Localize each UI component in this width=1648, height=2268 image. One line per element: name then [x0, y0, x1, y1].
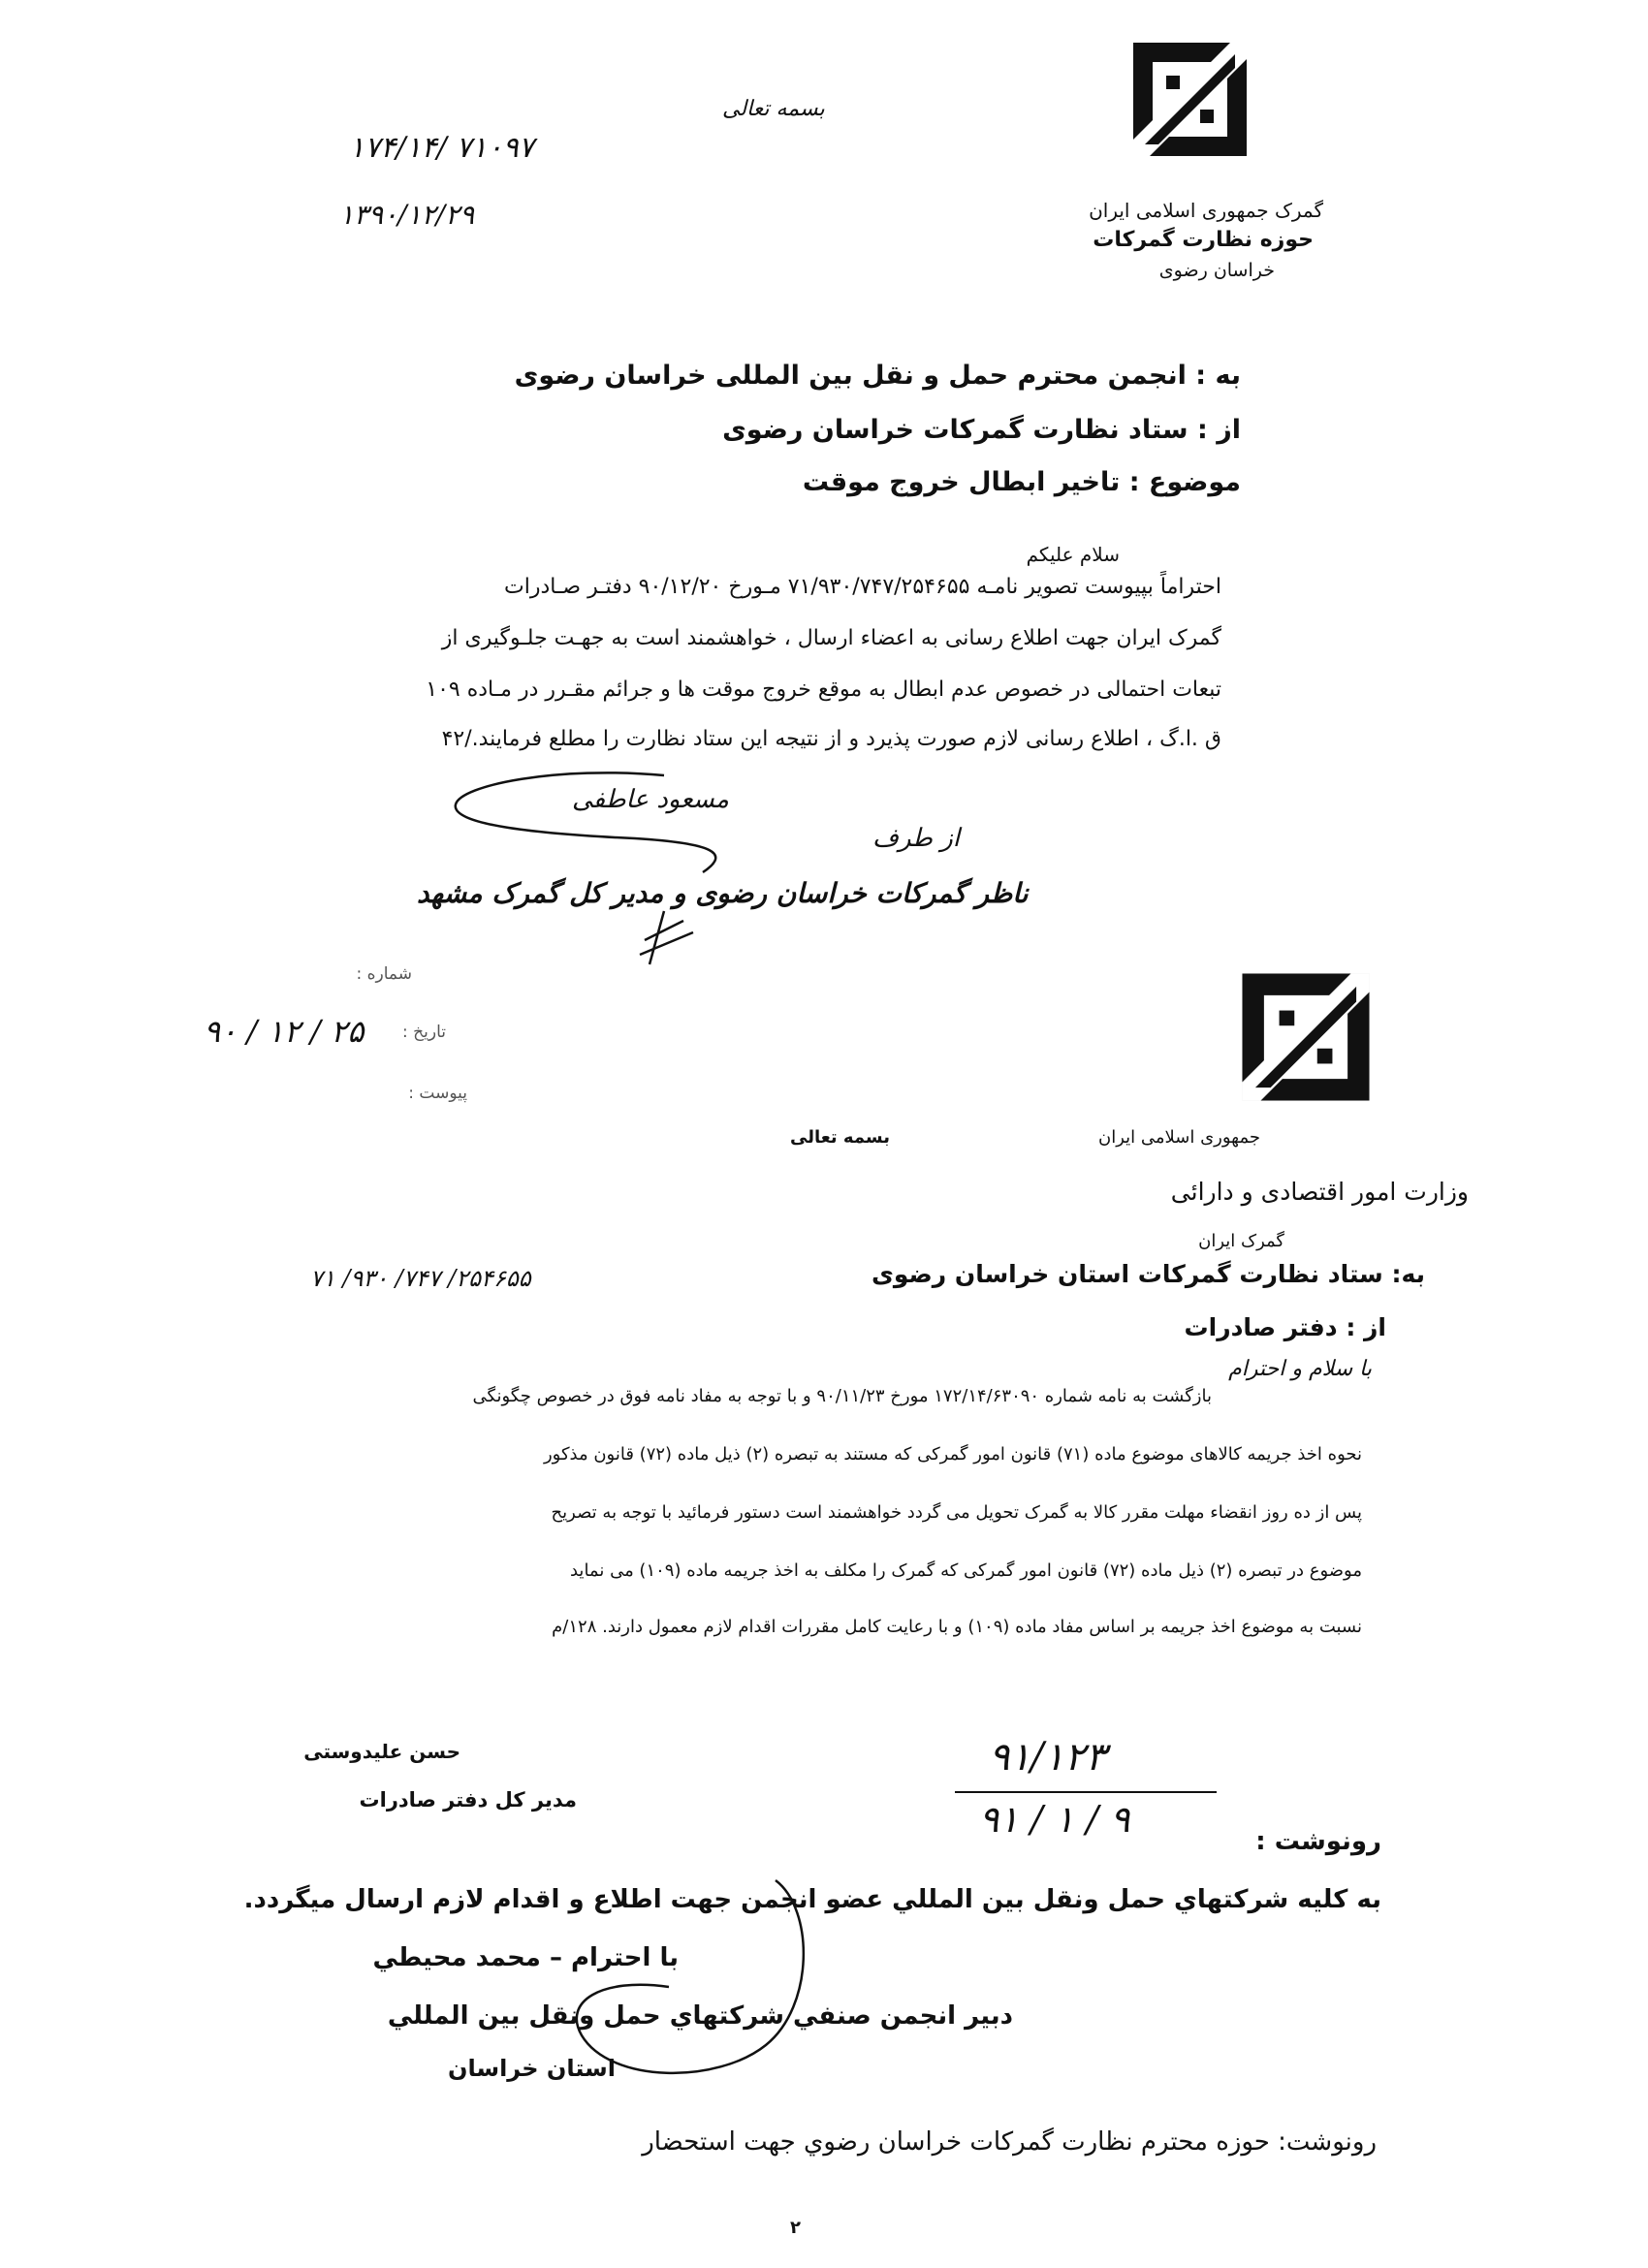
letter2-body-line-4: موضوع در تبصره (۲) ذیل ماده (۷۲) قانون امور گمرکی که گمرک را مکلف به اخذ جریمه ماده (۱۰۹) می نماید [569, 1560, 1362, 1581]
cc1-label: رونوشت : [1255, 1827, 1381, 1856]
letter1-ref-number: ۱۷۴/۱۴/ ۷۱۰۹۷ [349, 131, 534, 165]
receipt-divider [955, 1791, 1217, 1793]
letter1-to: به : انجمن محترم حمل و نقل بین المللی خراسان رضوی [514, 361, 1241, 391]
letter2-body-line-1: بازگشت به نامه شماره ۱۷۲/۱۴/۶۳۰۹۰ مورخ ۹۰/۱۱/۲۳ و با توجه به مفاد نامه فوق در خصوص چگونگی [472, 1386, 1212, 1406]
letter2-from: از : دفتر صادرات [1184, 1313, 1386, 1341]
letter1-body-line-2: گمرک ایران جهت اطلاع رسانی به اعضاء ارسال ، خواهشمند است به جهـت جلـوگیری از [441, 626, 1221, 650]
letter2-label-date: تاریخ : [402, 1023, 446, 1042]
receipt-number: ۹۱/۱۲۳ [989, 1735, 1106, 1780]
page-number: ۲ [790, 2218, 801, 2238]
letter1-greeting: سلام علیکم [1026, 543, 1120, 566]
letter2-signatory-name: حسن علیدوستی [303, 1740, 460, 1763]
letter2-org-line-2: وزارت امور اقتصادی و دارائی [1170, 1178, 1469, 1206]
letter2-org-line-1: جمهوری اسلامی ایران [1098, 1127, 1260, 1148]
letter2-body-line-2: نحوه اخذ جریمه کالاهای موضوع ماده (۷۱) قانون امور گمرکی که مستند به تبصره (۲) ذیل ماده (۷۲) قانون مذکور [543, 1444, 1362, 1465]
letter1-basmala: بسمه تعالی [722, 97, 825, 121]
cc1-text: به کلیه شرکتهاي حمل ونقل بین المللي عضو انجمن جهت اطلاع و اقدام لازم ارسال میگردد. [243, 1885, 1381, 1914]
letter1-signatory-name: مسعود عاطفی [572, 785, 729, 814]
letterhead-org [916, 199, 1323, 281]
org-line-2: حوزه نظارت گمرکات [1093, 228, 1314, 252]
letter1-body-line-3: تبعات احتمالی در خصوص عدم ابطال به موقع خروج موقت ها و جرائم مقـرر در مـاده ۱۰۹ [426, 677, 1221, 702]
letter1-subject: موضوع : تاخیر ابطال خروج موقت [802, 467, 1241, 497]
letter1-body-line-4: ق .ا.گ ، اطلاع رسانی لازم صورت پذیرد و از نتیجه این ستاد نظارت را مطلع فرمایند./۴۲ [441, 727, 1221, 751]
letter2-label-attach: پیوست : [408, 1084, 467, 1103]
letter2-body-line-5: نسبت به موضوع اخذ جریمه بر اساس مفاد ماده (۱۰۹) و با رعایت کامل مقررات اقدام لازم معمول دارند. ۱۲۸/م [552, 1617, 1362, 1637]
cc1-title-1: دبیر انجمن صنفي شرکتهاي حمل ونقل بین المللي [387, 2001, 1013, 2031]
cc2-text: رونوشت: حوزه محترم نظارت گمرکات خراسان رضوي جهت استحضار [642, 2127, 1377, 2157]
letter2-date-value: ۹۰ / ۱۲ / ۲۵ [204, 1013, 364, 1050]
letter2-org-line-3: گمرک ایران [1198, 1231, 1284, 1251]
org-line-3: خراسان رضوی [1158, 260, 1275, 281]
customs-emblem-icon [1129, 39, 1251, 160]
cc1-regards: با احترام – محمد محیطي [372, 1943, 679, 1972]
org-line-1: گمرک جمهوری اسلامی ایران [1089, 199, 1323, 222]
receipt-date: ۹۱ / ۱ / ۹ [979, 1798, 1130, 1841]
letter2-label-number: شماره : [356, 964, 412, 984]
letter2-body-line-3: پس از ده روز انقضاء مهلت مقرر کالا به گمرک تحویل می گردد خواهشمند است دستور فرمائید با توجه به تصریح [551, 1502, 1362, 1523]
letter2-to: به: ستاد نظارت گمرکات استان خراسان رضوی [872, 1260, 1425, 1288]
letter1-signature-note: از طرف [872, 824, 961, 853]
cc1-title-2: استان خراسان [447, 2055, 616, 2082]
letter2-ref-line: ۷۱ /۹۳۰ /۷۴۷ /۲۵۴۶۵۵ [310, 1265, 531, 1292]
letter2-salutation: با سلام و احترام [1228, 1357, 1372, 1381]
letter1-ref-date: ۱۳۹۰/۱۲/۲۹ [339, 199, 475, 231]
letter2-basmala: بسمه تعالی [790, 1127, 890, 1148]
customs-emblem-icon-2 [1238, 969, 1374, 1105]
letter2-signatory-title: مدیر کل دفتر صادرات [359, 1788, 577, 1811]
letter1-from: از : ستاد نظارت گمرکات خراسان رضوی [722, 415, 1241, 445]
letter1-signatory-title: ناظر گمرکات خراسان رضوی و مدیر کل گمرک مشهد [417, 877, 1029, 909]
letter1-body-line-1: احتراماً بپیوست تصویر نامـه ۷۱/۹۳۰/۷۴۷/۲۵۴۶۵۵ مـورخ ۹۰/۱۲/۲۰ دفتـر صـادرات [504, 575, 1221, 599]
signature-loop-2 [523, 1842, 834, 2094]
